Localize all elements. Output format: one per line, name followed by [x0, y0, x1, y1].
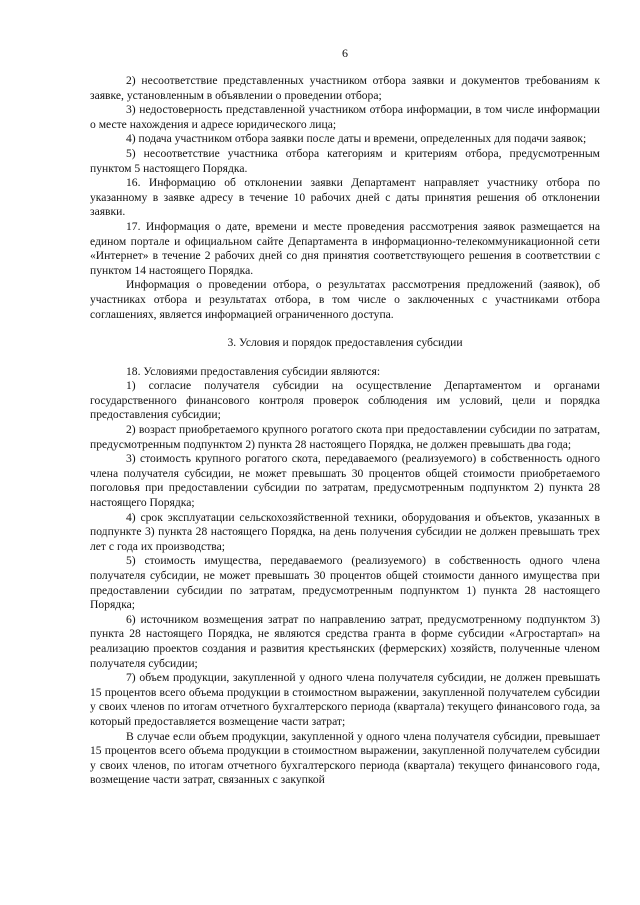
paragraph-reject-reason-5: 5) несоответствие участника отбора категориям и критериям отбора, предусмотренным пунктом 5 настоящего Порядка.: [90, 146, 600, 175]
section-title: 3. Условия и порядок предоставления субсидии: [227, 336, 463, 350]
paragraph-clause-17: 17. Информация о дате, времени и месте проведения рассмотрения заявок размещается на едином портале и официальном сайте Департамента в информационно-телекоммуникационной сети «Интернет» в течение 2 рабочих дней со дня принятия соответствующего решения в соответствии с пунктом 14 настоящего Порядка.: [90, 219, 600, 277]
paragraph-condition-7: 7) объем продукции, закупленной у одного члена получателя субсидии, не должен превышать 15 процентов всего объема продукции в стоимостном выражении, закупленной получателем субсидии у своих членов по итогам отчетного бухгалтерского периода (квартала) текущего финансового года, за который предоставляется возмещение части затрат;: [90, 671, 600, 728]
paragraph-condition-1: 1) согласие получателя субсидии на осуществление Департаментом и органами государственного финансового контроля проверок соблюдения им условий, цели и порядка предоставления субсидии;: [90, 379, 600, 422]
paragraph-reject-reason-3: 3) недостоверность представленной участником отбора информации, в том числе информации о месте нахождения и адресе юридического лица;: [90, 103, 600, 131]
paragraph-condition-3: 3) стоимость крупного рогатого скота, передаваемого (реализуемого) в собственность одного члена получателя субсидии, не может превышать 30 процентов общей стоимости приобретаемого поголовья при предоставлении субсидии по затратам, предусмотренным подпунктом 2) пункта 28 настоящего Порядка;: [90, 452, 600, 510]
paragraph-condition-5: 5) стоимость имущества, передаваемого (реализуемого) в собственность одного члена получателя субсидии, не может превышать 30 процентов общей стоимости данного имущества при предоставлении субсидии по затратам, предусмотренным подпунктом 1) пункта 28 настоящего Порядка;: [90, 554, 600, 612]
paragraph-condition-7-note: В случае если объем продукции, закупленной у одного члена получателя субсидии, превышает 15 процентов всего объема продукции в стоимостном выражении, закупленной получателем субсидии у своих членов, по итогам отчетного бухгалтерского периода (квартала) текущего финансового года, возмещение части затрат, связанных с закупкой: [90, 729, 600, 787]
paragraph-condition-2: 2) возраст приобретаемого крупного рогатого скота при предоставлении субсидии по затратам, предусмотренным подпунктом 2) пункта 28 настоящего Порядка, не должен превышать два года;: [90, 423, 600, 451]
paragraph-clause-18: 18. Условиями предоставления субсидии являются:: [126, 364, 381, 378]
paragraph-condition-4: 4) срок эксплуатации сельскохозяйственной техники, оборудования и объектов, указанных в подпункте 3) пункта 28 настоящего Порядка, на день получения субсидии не должен превышать трех лет с года их производства;: [90, 510, 600, 553]
page-number: 6: [342, 46, 348, 60]
paragraph-reject-reason-2: 2) несоответствие представленных участником отбора заявки и документов требованиям к заявке, установленным в объявлении о проведении отбора;: [90, 74, 600, 102]
paragraph-clause-16: 16. Информацию об отклонении заявки Департамент направляет участнику отбора по указанному в заявке адресу в течение 10 рабочих дней с даты принятия решения об отклонении заявки.: [90, 176, 600, 219]
paragraph-condition-6: 6) источником возмещения затрат по направлению затрат, предусмотренному подпунктом 3) пункта 28 настоящего Порядка, не являются средства гранта в форме субсидии «Агростартап» на реализацию проектов создания и развития крестьянских (фермерских) хозяйств, полученные членом получателя субсидии;: [90, 612, 600, 670]
paragraph-restricted-info: Информация о проведении отбора, о результатах рассмотрения предложений (заявок), об участниках отбора и результатах отбора, в том числе о заключенных с участниками отбора соглашениях, является информацией ограниченного доступа.: [90, 278, 600, 321]
paragraph-reject-reason-4: 4) подача участником отбора заявки после даты и времени, определенных для подачи заявок;: [126, 132, 587, 146]
